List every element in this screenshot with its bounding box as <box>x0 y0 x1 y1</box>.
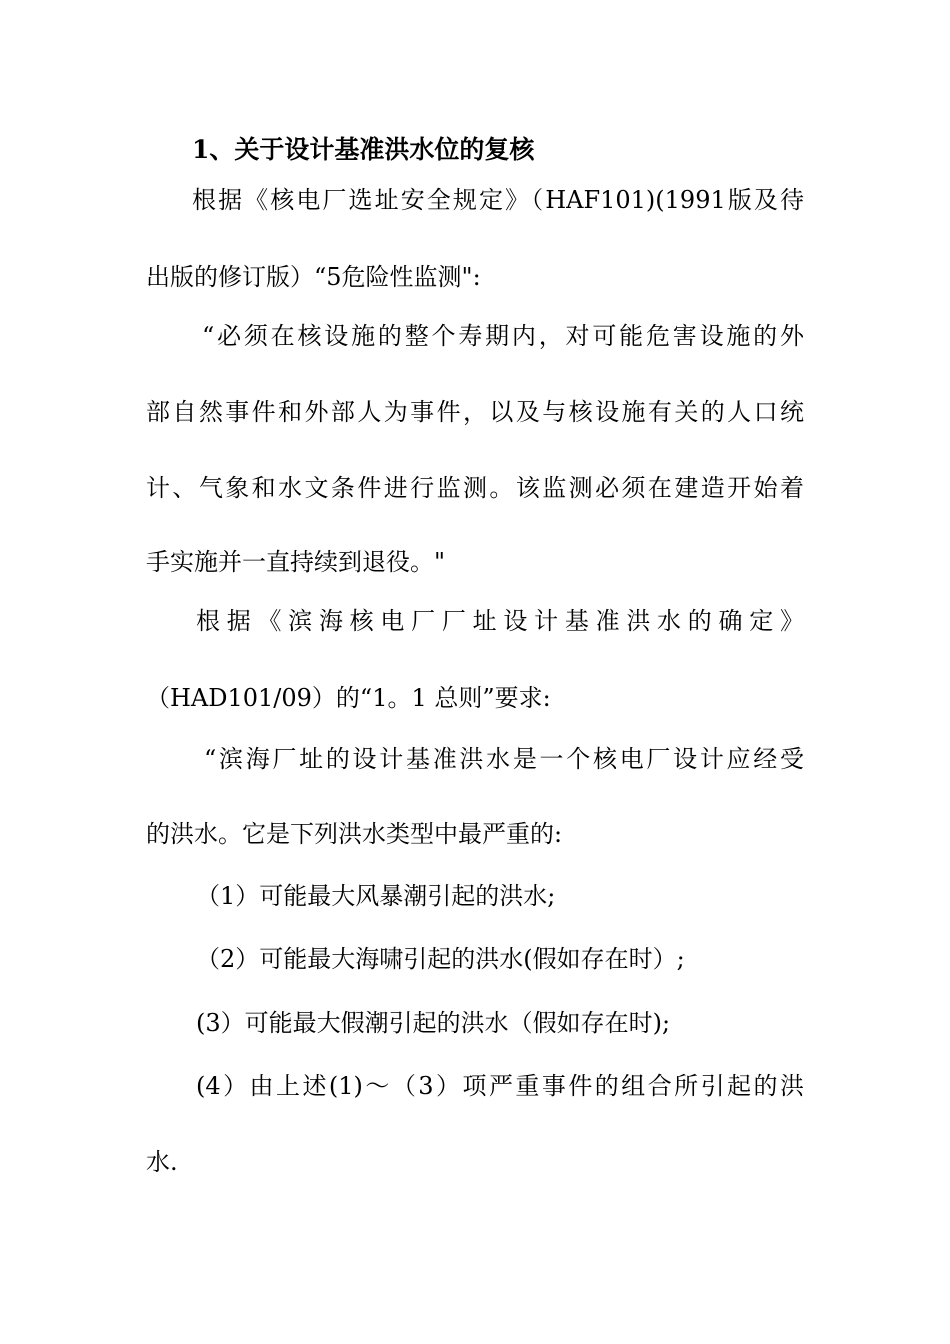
quote2-line2: 的洪水。它是下列洪水类型中最严重的: <box>146 820 563 848</box>
para2-line1: 根据《滨海核电厂厂址设计基准洪水的确定》 <box>196 607 804 635</box>
list-item-4-line2: 水. <box>146 1148 178 1176</box>
para1-line1: 根据《核电厂选址安全规定》（HAF101)(1991版及待 <box>192 186 804 214</box>
section-heading: 1、关于设计基准洪水位的复核 <box>192 135 535 164</box>
list-item-3: (3）可能最大假潮引起的洪水（假如存在时); <box>196 1009 671 1037</box>
para2-line2: （HAD101/09）的“1。1 总则”要求: <box>146 684 551 712</box>
list-item-1: （1）可能最大风暴潮引起的洪水; <box>196 882 556 910</box>
para1-line2: 出版的修订版）“5危险性监测": <box>146 263 481 291</box>
quote1-line2: 部自然事件和外部人为事件，以及与核设施有关的人口统 <box>146 398 804 426</box>
quote1-line4: 手实施并一直持续到退役。" <box>146 548 446 576</box>
quote1-line3: 计、气象和水文条件进行监测。该监测必须在建造开始着 <box>146 474 804 502</box>
quote2-line1: “滨海厂址的设计基准洪水是一个核电厂设计应经受 <box>204 745 804 773</box>
list-item-2: （2）可能最大海啸引起的洪水(假如存在时）; <box>196 945 685 973</box>
list-item-4-line1: (4）由上述(1)～（3）项严重事件的组合所引起的洪 <box>196 1072 804 1100</box>
quote1-line1: “必须在核设施的整个寿期内，对可能危害设施的外 <box>202 322 804 350</box>
